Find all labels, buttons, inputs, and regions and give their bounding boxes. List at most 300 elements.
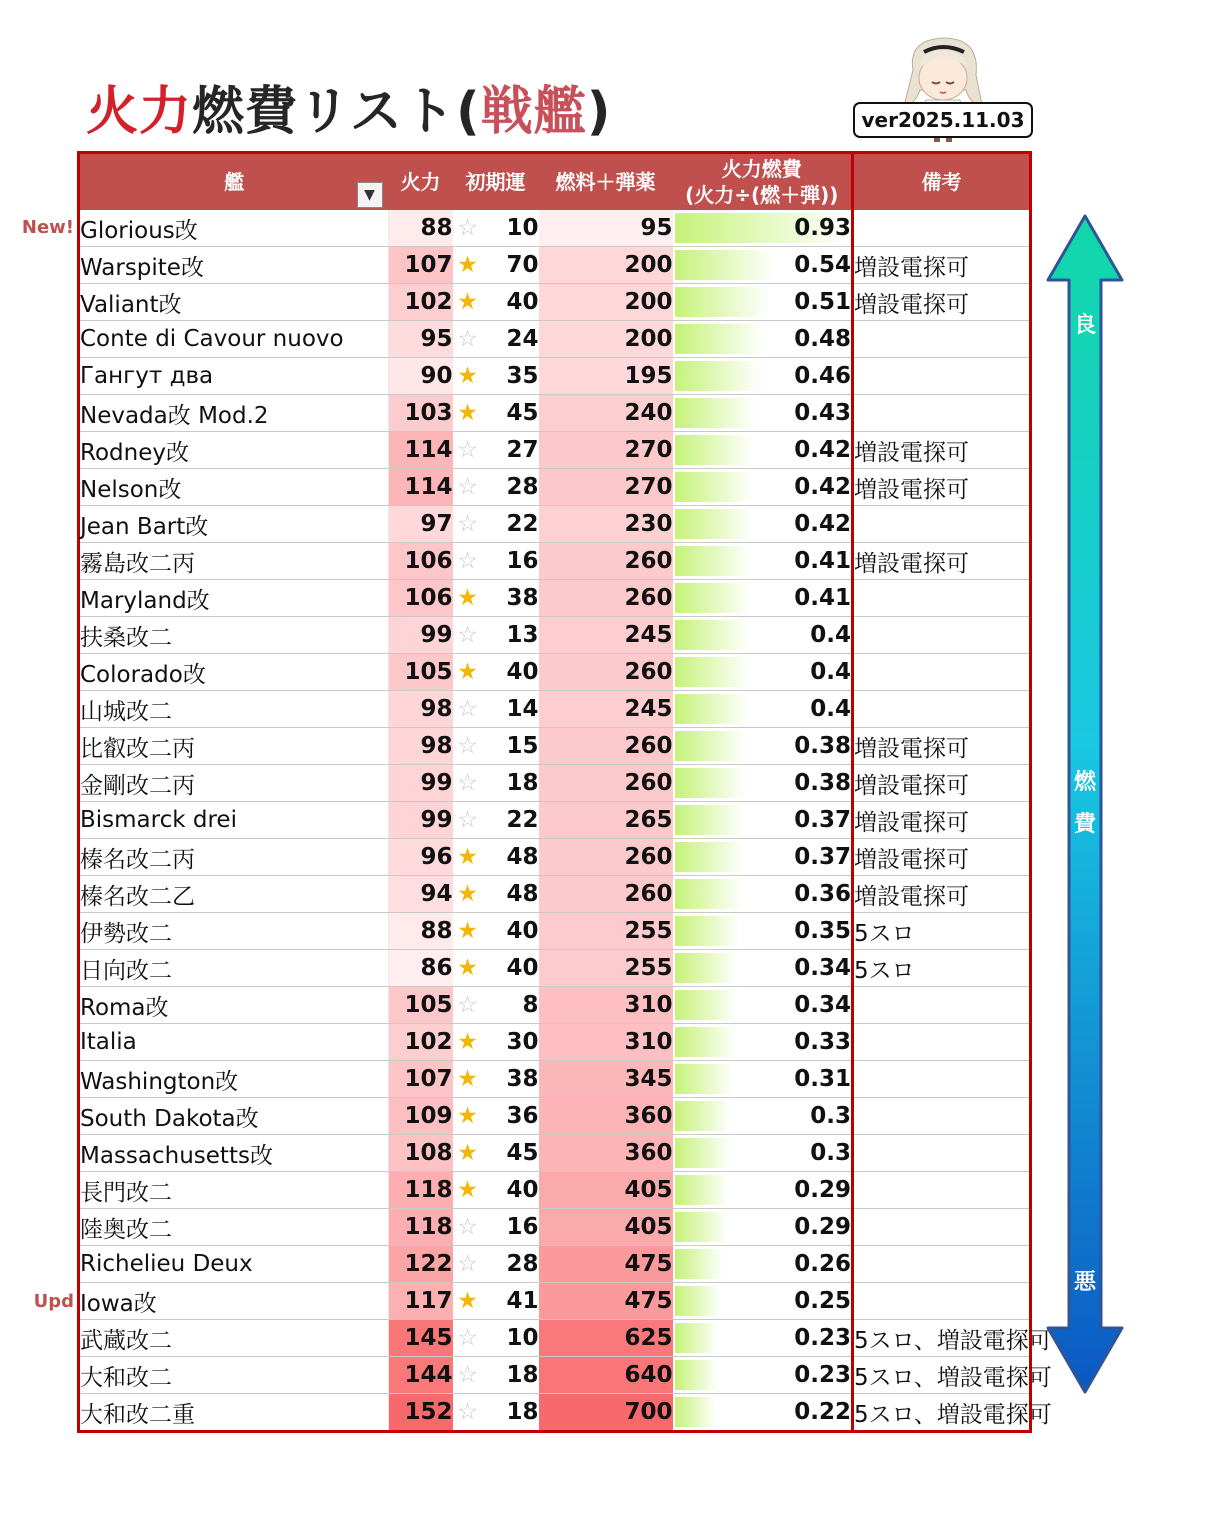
star-icon: ☆ bbox=[453, 210, 483, 247]
note-value: 増設電探可 bbox=[853, 876, 1031, 913]
header-efficiency: 火力燃費 (火力÷(燃＋弾)) bbox=[673, 153, 853, 211]
efficiency-cell bbox=[673, 691, 853, 728]
firepower-value: 109 bbox=[389, 1098, 453, 1135]
firepower-value: 105 bbox=[389, 987, 453, 1024]
efficiency-cell bbox=[673, 580, 853, 617]
table-row bbox=[79, 210, 1031, 247]
firepower-value: 98 bbox=[389, 728, 453, 765]
cost-value: 260 bbox=[539, 765, 673, 802]
firepower-value: 144 bbox=[389, 1357, 453, 1394]
ship-name: Washington改 bbox=[79, 1061, 389, 1098]
efficiency-bar bbox=[675, 287, 770, 317]
star-icon: ☆ bbox=[453, 1246, 483, 1283]
ship-name: 伊勢改二 bbox=[79, 913, 389, 950]
efficiency-cell bbox=[673, 839, 853, 876]
star-icon: ☆ bbox=[453, 987, 483, 1024]
star-icon: ★ bbox=[453, 839, 483, 876]
cost-value: 260 bbox=[539, 839, 673, 876]
firepower-value: 102 bbox=[389, 284, 453, 321]
star-icon: ★ bbox=[453, 1098, 483, 1135]
efficiency-cell bbox=[673, 1024, 853, 1061]
efficiency-bar bbox=[675, 583, 752, 613]
ship-name: Valiant改 bbox=[79, 284, 389, 321]
ship-name: Glorious改 bbox=[79, 210, 389, 247]
efficiency-bar bbox=[675, 361, 761, 391]
star-icon: ★ bbox=[453, 1283, 483, 1320]
cost-value: 475 bbox=[539, 1246, 673, 1283]
ship-name: 扶桑改二 bbox=[79, 617, 389, 654]
page-title: 火力燃費リスト(戦艦) bbox=[86, 82, 612, 142]
cost-value: 700 bbox=[539, 1394, 673, 1432]
efficiency-value: 0.26 bbox=[794, 1251, 851, 1277]
luck-value: 16 bbox=[483, 543, 539, 580]
efficiency-value: 0.41 bbox=[794, 585, 851, 611]
efficiency-cell bbox=[673, 506, 853, 543]
cost-value: 360 bbox=[539, 1135, 673, 1172]
efficiency-bar bbox=[675, 768, 746, 798]
star-icon: ☆ bbox=[453, 765, 483, 802]
luck-value: 16 bbox=[483, 1209, 539, 1246]
efficiency-value: 0.31 bbox=[794, 1066, 851, 1092]
efficiency-value: 0.3 bbox=[810, 1103, 851, 1129]
efficiency-bar bbox=[675, 694, 750, 724]
table-row bbox=[79, 913, 1031, 950]
cost-value: 270 bbox=[539, 432, 673, 469]
efficiency-cell bbox=[673, 654, 853, 691]
efficiency-value: 0.48 bbox=[794, 326, 851, 352]
firepower-value: 107 bbox=[389, 247, 453, 284]
firepower-value: 98 bbox=[389, 691, 453, 728]
star-icon: ☆ bbox=[453, 728, 483, 765]
luck-value: 45 bbox=[483, 1135, 539, 1172]
star-icon: ★ bbox=[453, 876, 483, 913]
firepower-value: 88 bbox=[389, 210, 453, 247]
cost-value: 245 bbox=[539, 617, 673, 654]
firepower-value: 97 bbox=[389, 506, 453, 543]
table-row bbox=[79, 1320, 1031, 1357]
star-icon: ☆ bbox=[453, 617, 483, 654]
luck-value: 22 bbox=[483, 506, 539, 543]
ship-name: 山城改二 bbox=[79, 691, 389, 728]
efficiency-cell bbox=[673, 1283, 853, 1320]
efficiency-bar bbox=[675, 546, 752, 576]
note-value: 増設電探可 bbox=[853, 765, 1031, 802]
luck-value: 40 bbox=[483, 913, 539, 950]
efficiency-cell bbox=[673, 728, 853, 765]
table-row bbox=[79, 1209, 1031, 1246]
efficiency-cell bbox=[673, 1135, 853, 1172]
cost-value: 255 bbox=[539, 913, 673, 950]
efficiency-value: 0.43 bbox=[794, 400, 851, 426]
efficiency-cell bbox=[673, 1172, 853, 1209]
efficiency-cell bbox=[673, 210, 853, 247]
cost-value: 640 bbox=[539, 1357, 673, 1394]
cost-value: 200 bbox=[539, 284, 673, 321]
firepower-value: 102 bbox=[389, 1024, 453, 1061]
note-value bbox=[853, 617, 1031, 654]
luck-value: 8 bbox=[483, 987, 539, 1024]
table-row bbox=[79, 580, 1031, 617]
table-row bbox=[79, 543, 1031, 580]
note-value: 増設電探可 bbox=[853, 432, 1031, 469]
efficiency-cell bbox=[673, 247, 853, 284]
ship-name: 霧島改二丙 bbox=[79, 543, 389, 580]
firepower-value: 108 bbox=[389, 1135, 453, 1172]
ship-name: Richelieu Deux bbox=[79, 1246, 389, 1283]
luck-value: 70 bbox=[483, 247, 539, 284]
efficiency-bar bbox=[675, 953, 739, 983]
firepower-value: 107 bbox=[389, 1061, 453, 1098]
ship-name: 長門改二 bbox=[79, 1172, 389, 1209]
table-row bbox=[79, 617, 1031, 654]
ship-name: 日向改二 bbox=[79, 950, 389, 987]
note-value bbox=[853, 987, 1031, 1024]
efficiency-bar bbox=[675, 398, 755, 428]
note-value: 増設電探可 bbox=[853, 247, 1031, 284]
luck-value: 30 bbox=[483, 1024, 539, 1061]
table-row bbox=[79, 1098, 1031, 1135]
efficiency-value: 0.34 bbox=[794, 992, 851, 1018]
efficiency-cell bbox=[673, 950, 853, 987]
note-value bbox=[853, 1209, 1031, 1246]
luck-value: 41 bbox=[483, 1283, 539, 1320]
efficiency-value: 0.34 bbox=[794, 955, 851, 981]
cost-value: 260 bbox=[539, 580, 673, 617]
table-row bbox=[79, 395, 1031, 432]
efficiency-bar bbox=[675, 805, 744, 835]
luck-value: 38 bbox=[483, 580, 539, 617]
note-value bbox=[853, 1172, 1031, 1209]
firepower-value: 118 bbox=[389, 1172, 453, 1209]
efficiency-bar bbox=[675, 1249, 724, 1279]
ship-name: 榛名改二丙 bbox=[79, 839, 389, 876]
battleship-fuel-table bbox=[77, 151, 1052, 1433]
ship-name: Rodney改 bbox=[79, 432, 389, 469]
star-icon: ☆ bbox=[453, 469, 483, 506]
luck-value: 13 bbox=[483, 617, 539, 654]
luck-value: 28 bbox=[483, 469, 539, 506]
ship-name: Maryland改 bbox=[79, 580, 389, 617]
star-icon: ★ bbox=[453, 654, 483, 691]
filter-dropdown-icon[interactable]: ▼ bbox=[357, 182, 383, 208]
note-value bbox=[853, 358, 1031, 395]
luck-value: 40 bbox=[483, 654, 539, 691]
efficiency-value: 0.38 bbox=[794, 770, 851, 796]
cost-value: 260 bbox=[539, 543, 673, 580]
cost-value: 230 bbox=[539, 506, 673, 543]
firepower-value: 106 bbox=[389, 580, 453, 617]
ship-name: 武蔵改二 bbox=[79, 1320, 389, 1357]
cost-value: 405 bbox=[539, 1172, 673, 1209]
table-row bbox=[79, 1172, 1031, 1209]
star-icon: ☆ bbox=[453, 1320, 483, 1357]
efficiency-value: 0.23 bbox=[794, 1325, 851, 1351]
efficiency-cell bbox=[673, 1098, 853, 1135]
note-value bbox=[853, 210, 1031, 247]
firepower-value: 99 bbox=[389, 765, 453, 802]
star-icon: ★ bbox=[453, 1061, 483, 1098]
star-icon: ★ bbox=[453, 395, 483, 432]
note-value: 5スロ、増設電探可 bbox=[853, 1357, 1031, 1394]
luck-value: 35 bbox=[483, 358, 539, 395]
luck-value: 18 bbox=[483, 1394, 539, 1432]
cost-value: 405 bbox=[539, 1209, 673, 1246]
note-value bbox=[853, 580, 1031, 617]
luck-value: 40 bbox=[483, 1172, 539, 1209]
efficiency-bar bbox=[675, 657, 750, 687]
cost-value: 265 bbox=[539, 802, 673, 839]
luck-value: 10 bbox=[483, 210, 539, 247]
table-row bbox=[79, 839, 1031, 876]
firepower-value: 90 bbox=[389, 358, 453, 395]
efficiency-cell bbox=[673, 802, 853, 839]
ship-name: Гангут два bbox=[79, 358, 389, 395]
firepower-value: 118 bbox=[389, 1209, 453, 1246]
table-row bbox=[79, 1283, 1031, 1320]
efficiency-bar bbox=[675, 1175, 729, 1205]
efficiency-value: 0.38 bbox=[794, 733, 851, 759]
star-icon: ★ bbox=[453, 1135, 483, 1172]
efficiency-cell bbox=[673, 1357, 853, 1394]
firepower-value: 86 bbox=[389, 950, 453, 987]
star-icon: ★ bbox=[453, 284, 483, 321]
star-icon: ★ bbox=[453, 1172, 483, 1209]
firepower-value: 152 bbox=[389, 1394, 453, 1432]
cost-value: 200 bbox=[539, 321, 673, 358]
cost-value: 310 bbox=[539, 1024, 673, 1061]
efficiency-bar bbox=[675, 250, 776, 280]
table-row bbox=[79, 1357, 1031, 1394]
note-value: 増設電探可 bbox=[853, 839, 1031, 876]
cost-value: 625 bbox=[539, 1320, 673, 1357]
efficiency-value: 0.93 bbox=[794, 215, 851, 241]
star-icon: ★ bbox=[453, 358, 483, 395]
firepower-value: 95 bbox=[389, 321, 453, 358]
efficiency-value: 0.29 bbox=[794, 1177, 851, 1203]
header-note: 備考 bbox=[853, 153, 1031, 211]
efficiency-bar bbox=[675, 1101, 731, 1131]
efficiency-value: 0.25 bbox=[794, 1288, 851, 1314]
cost-value: 345 bbox=[539, 1061, 673, 1098]
luck-value: 10 bbox=[483, 1320, 539, 1357]
cost-value: 360 bbox=[539, 1098, 673, 1135]
note-value: 5スロ、増設電探可 bbox=[853, 1320, 1031, 1357]
ship-name: 榛名改二乙 bbox=[79, 876, 389, 913]
note-value bbox=[853, 1061, 1031, 1098]
header-ship: 艦 ▼ bbox=[79, 153, 389, 211]
firepower-value: 145 bbox=[389, 1320, 453, 1357]
efficiency-cell bbox=[673, 1061, 853, 1098]
version-badge: ver2025.11.03 bbox=[853, 102, 1033, 138]
ship-name: 比叡改二丙 bbox=[79, 728, 389, 765]
ship-name: 陸奥改二 bbox=[79, 1209, 389, 1246]
table-row bbox=[79, 469, 1031, 506]
table-row bbox=[79, 284, 1031, 321]
cost-value: 200 bbox=[539, 247, 673, 284]
table-row bbox=[79, 765, 1031, 802]
note-value bbox=[853, 654, 1031, 691]
efficiency-cell bbox=[673, 987, 853, 1024]
luck-value: 14 bbox=[483, 691, 539, 728]
luck-value: 48 bbox=[483, 876, 539, 913]
efficiency-bar bbox=[675, 1397, 716, 1427]
note-value bbox=[853, 321, 1031, 358]
star-icon: ★ bbox=[453, 580, 483, 617]
efficiency-value: 0.4 bbox=[810, 696, 851, 722]
efficiency-cell bbox=[673, 1394, 853, 1432]
efficiency-bar bbox=[675, 1286, 722, 1316]
note-value: 5スロ bbox=[853, 950, 1031, 987]
firepower-value: 114 bbox=[389, 432, 453, 469]
cost-value: 255 bbox=[539, 950, 673, 987]
note-value: 増設電探可 bbox=[853, 728, 1031, 765]
luck-value: 18 bbox=[483, 765, 539, 802]
ship-name: Nevada改 Mod.2 bbox=[79, 395, 389, 432]
note-value bbox=[853, 1135, 1031, 1172]
efficiency-cell bbox=[673, 913, 853, 950]
note-value bbox=[853, 1246, 1031, 1283]
star-icon: ☆ bbox=[453, 543, 483, 580]
firepower-value: 103 bbox=[389, 395, 453, 432]
table-row bbox=[79, 876, 1031, 913]
efficiency-cell bbox=[673, 543, 853, 580]
star-icon: ☆ bbox=[453, 321, 483, 358]
table-row bbox=[79, 358, 1031, 395]
efficiency-value: 0.46 bbox=[794, 363, 851, 389]
note-value bbox=[853, 1098, 1031, 1135]
ship-name: Bismarck drei bbox=[79, 802, 389, 839]
efficiency-cell bbox=[673, 432, 853, 469]
note-value bbox=[853, 395, 1031, 432]
efficiency-bar bbox=[675, 472, 754, 502]
efficiency-bar bbox=[675, 1212, 729, 1242]
efficiency-cell bbox=[673, 617, 853, 654]
efficiency-bar bbox=[675, 435, 754, 465]
header-row bbox=[79, 153, 1031, 211]
firepower-value: 99 bbox=[389, 617, 453, 654]
efficiency-value: 0.42 bbox=[794, 474, 851, 500]
cost-value: 260 bbox=[539, 876, 673, 913]
luck-value: 24 bbox=[483, 321, 539, 358]
efficiency-bar bbox=[675, 1138, 731, 1168]
note-value: 増設電探可 bbox=[853, 543, 1031, 580]
star-icon: ☆ bbox=[453, 691, 483, 728]
efficiency-bar bbox=[675, 1323, 718, 1353]
star-icon: ★ bbox=[453, 247, 483, 284]
note-value: 増設電探可 bbox=[853, 284, 1031, 321]
scale-middle-label-2: 費 bbox=[1073, 812, 1096, 837]
efficiency-bar bbox=[675, 990, 739, 1020]
cost-value: 95 bbox=[539, 210, 673, 247]
table-row bbox=[79, 506, 1031, 543]
efficiency-value: 0.41 bbox=[794, 548, 851, 574]
efficiency-cell bbox=[673, 876, 853, 913]
efficiency-value: 0.33 bbox=[794, 1029, 851, 1055]
star-icon: ★ bbox=[453, 1024, 483, 1061]
firepower-value: 117 bbox=[389, 1283, 453, 1320]
table-row bbox=[79, 691, 1031, 728]
efficiency-value: 0.37 bbox=[794, 844, 851, 870]
luck-value: 28 bbox=[483, 1246, 539, 1283]
table-row bbox=[79, 432, 1031, 469]
table-row bbox=[79, 950, 1031, 987]
header-firepower: 火力 bbox=[389, 153, 453, 211]
table-row bbox=[79, 728, 1031, 765]
table-row bbox=[79, 1246, 1031, 1283]
cost-value: 260 bbox=[539, 728, 673, 765]
efficiency-value: 0.37 bbox=[794, 807, 851, 833]
scale-bad-label: 悪 bbox=[1073, 1270, 1096, 1295]
ship-name: Italia bbox=[79, 1024, 389, 1061]
efficiency-cell bbox=[673, 1246, 853, 1283]
ship-name: 大和改二重 bbox=[79, 1394, 389, 1432]
efficiency-cell bbox=[673, 469, 853, 506]
note-value bbox=[853, 506, 1031, 543]
star-icon: ☆ bbox=[453, 432, 483, 469]
ship-name: South Dakota改 bbox=[79, 1098, 389, 1135]
luck-value: 48 bbox=[483, 839, 539, 876]
table-row bbox=[79, 1394, 1031, 1432]
efficiency-value: 0.23 bbox=[794, 1362, 851, 1388]
updated-tag: Upd bbox=[33, 1291, 74, 1312]
ship-name: 大和改二 bbox=[79, 1357, 389, 1394]
star-icon: ★ bbox=[453, 950, 483, 987]
note-value: 5スロ、増設電探可 bbox=[853, 1394, 1031, 1432]
table-row bbox=[79, 987, 1031, 1024]
efficiency-cell bbox=[673, 765, 853, 802]
efficiency-cell bbox=[673, 395, 853, 432]
ship-name: Jean Bart改 bbox=[79, 506, 389, 543]
efficiency-value: 0.51 bbox=[794, 289, 851, 315]
table-row bbox=[79, 247, 1031, 284]
star-icon: ☆ bbox=[453, 506, 483, 543]
efficiency-cell bbox=[673, 321, 853, 358]
efficiency-cell bbox=[673, 358, 853, 395]
new-tag: New! bbox=[21, 217, 74, 238]
efficiency-value: 0.42 bbox=[794, 511, 851, 537]
luck-value: 22 bbox=[483, 802, 539, 839]
note-value: 増設電探可 bbox=[853, 469, 1031, 506]
ship-name: Massachusetts改 bbox=[79, 1135, 389, 1172]
luck-value: 36 bbox=[483, 1098, 539, 1135]
efficiency-cell bbox=[673, 284, 853, 321]
header-luck: 初期運 bbox=[453, 153, 539, 211]
efficiency-value: 0.3 bbox=[810, 1140, 851, 1166]
efficiency-bar bbox=[675, 1027, 737, 1057]
luck-value: 45 bbox=[483, 395, 539, 432]
table-row bbox=[79, 1061, 1031, 1098]
firepower-value: 94 bbox=[389, 876, 453, 913]
header-cost: 燃料＋弾薬 bbox=[539, 153, 673, 211]
firepower-value: 114 bbox=[389, 469, 453, 506]
efficiency-bar bbox=[675, 324, 765, 354]
star-icon: ☆ bbox=[453, 1357, 483, 1394]
efficiency-value: 0.29 bbox=[794, 1214, 851, 1240]
note-value bbox=[853, 1024, 1031, 1061]
cost-value: 475 bbox=[539, 1283, 673, 1320]
star-icon: ☆ bbox=[453, 1209, 483, 1246]
ship-name: Nelson改 bbox=[79, 469, 389, 506]
efficiency-value: 0.35 bbox=[794, 918, 851, 944]
efficiency-value: 0.22 bbox=[794, 1399, 851, 1425]
firepower-value: 96 bbox=[389, 839, 453, 876]
efficiency-bar bbox=[675, 1360, 718, 1390]
note-value bbox=[853, 691, 1031, 728]
luck-value: 38 bbox=[483, 1061, 539, 1098]
efficiency-bar bbox=[675, 1064, 733, 1094]
efficiency-value: 0.4 bbox=[810, 622, 851, 648]
scale-middle-label-1: 燃 bbox=[1073, 770, 1096, 795]
